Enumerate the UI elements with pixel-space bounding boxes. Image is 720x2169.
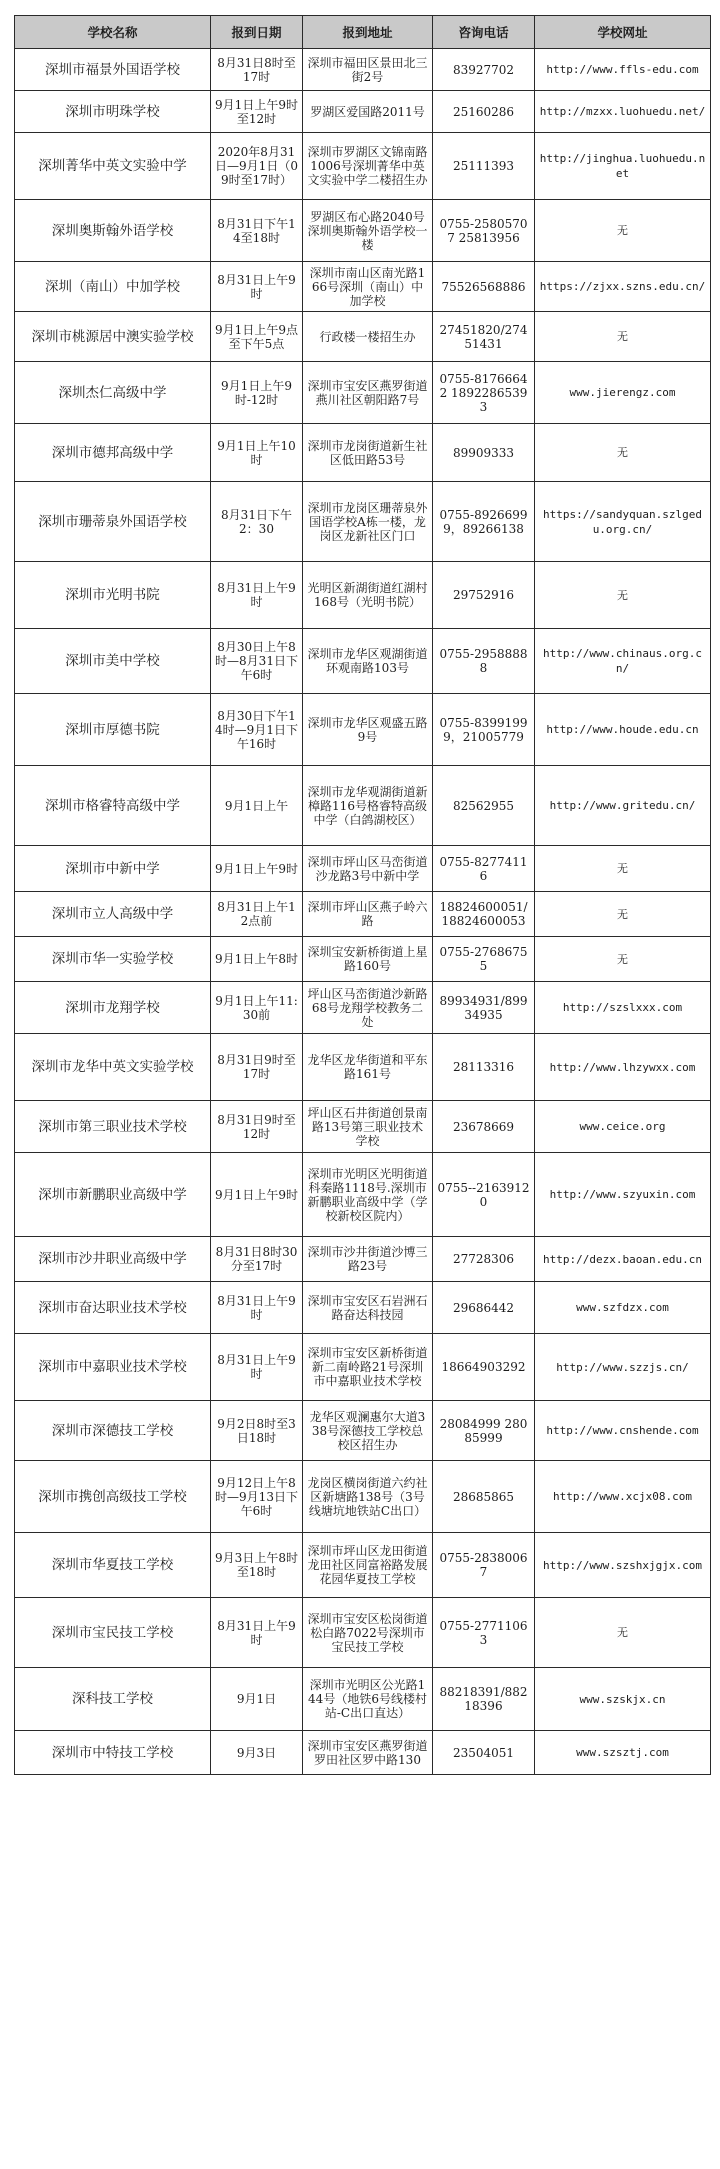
phone-cell: 27728306 — [433, 1237, 535, 1282]
report-date-cell: 9月3日上午8时至18时 — [211, 1533, 303, 1598]
report-date-cell: 8月30日上午8时—8月31日下午6时 — [211, 629, 303, 694]
school-name-cell: 深圳市明珠学校 — [15, 91, 211, 133]
website-cell: http://mzxx.luohuedu.net/ — [535, 91, 711, 133]
table-row — [15, 982, 711, 1034]
report-address-cell: 龙华区观澜惠尔大道338号深德技工学校总校区招生办 — [303, 1401, 433, 1461]
school-name-cell: 深圳市奋达职业技术学校 — [15, 1282, 211, 1334]
report-address-cell: 深圳宝安新桥街道上星路160号 — [303, 937, 433, 982]
school-name-cell: 深圳市深德技工学校 — [15, 1401, 211, 1461]
website-cell: https://zjxx.szns.edu.cn/ — [535, 262, 711, 312]
school-name-cell: 深圳市龙翔学校 — [15, 982, 211, 1034]
report-address-cell: 深圳市宝安区新桥街道新二南岭路21号深圳市中嘉职业技术学校 — [303, 1334, 433, 1401]
table-row — [15, 1282, 711, 1334]
report-date-cell: 8月31日8时至17时 — [211, 49, 303, 91]
report-date-cell: 8月31日上午9时 — [211, 562, 303, 629]
table-row — [15, 1668, 711, 1731]
table-row — [15, 91, 711, 133]
report-address-cell: 深圳市宝安区燕罗街道罗田社区罗中路130 — [303, 1731, 433, 1775]
report-date-cell: 9月1日上午8时 — [211, 937, 303, 982]
website-cell: http://szslxxx.com — [535, 982, 711, 1034]
report-date-cell: 9月1日上午9时-12时 — [211, 362, 303, 424]
table-row — [15, 424, 711, 482]
report-address-cell: 深圳市宝安区燕罗街道燕川社区朝阳路7号 — [303, 362, 433, 424]
school-name-cell: 深圳市中嘉职业技术学校 — [15, 1334, 211, 1401]
website-cell: http://www.cnshende.com — [535, 1401, 711, 1461]
table-row — [15, 1334, 711, 1401]
school-name-cell: 深圳市华夏技工学校 — [15, 1533, 211, 1598]
report-date-cell: 9月3日 — [211, 1731, 303, 1775]
website-cell: http://www.ffls-edu.com — [535, 49, 711, 91]
table-row — [15, 1731, 711, 1775]
header-report-date: 报到日期 — [211, 16, 303, 49]
table-row — [15, 846, 711, 892]
website-cell: http://jinghua.luohuedu.net — [535, 133, 711, 200]
report-address-cell: 深圳市光明区光明街道科秦路1118号.深圳市新鹏职业高级中学（学校新校区院内） — [303, 1153, 433, 1237]
phone-cell: 18824600051/18824600053 — [433, 892, 535, 937]
school-name-cell: 深圳市德邦高级中学 — [15, 424, 211, 482]
school-name-cell: 深圳杰仁高级中学 — [15, 362, 211, 424]
report-date-cell: 2020年8月31日—9月1日（09时至17时） — [211, 133, 303, 200]
header-report-address: 报到地址 — [303, 16, 433, 49]
website-cell: 无 — [535, 424, 711, 482]
phone-cell: 89934931/89934935 — [433, 982, 535, 1034]
phone-cell: 28084999 28085999 — [433, 1401, 535, 1461]
table-row — [15, 1598, 711, 1668]
report-date-cell: 8月31日上午9时 — [211, 1598, 303, 1668]
phone-cell: 18664903292 — [433, 1334, 535, 1401]
website-cell: 无 — [535, 937, 711, 982]
report-date-cell: 8月30日下午14时—9月1日下午16时 — [211, 694, 303, 766]
table-row — [15, 133, 711, 200]
phone-cell: 89909333 — [433, 424, 535, 482]
report-date-cell: 8月31日下午2：30 — [211, 482, 303, 562]
website-cell: www.jierengz.com — [535, 362, 711, 424]
header-phone: 咨询电话 — [433, 16, 535, 49]
website-cell: https://sandyquan.szlgedu.org.cn/ — [535, 482, 711, 562]
table-row — [15, 694, 711, 766]
report-date-cell: 9月1日上午9时 — [211, 846, 303, 892]
phone-cell: 29686442 — [433, 1282, 535, 1334]
website-cell: http://dezx.baoan.edu.cn — [535, 1237, 711, 1282]
report-address-cell: 深圳市坪山区马峦街道沙龙路3号中新中学 — [303, 846, 433, 892]
table-header-row — [15, 16, 711, 49]
website-cell: 无 — [535, 846, 711, 892]
report-address-cell: 深圳市南山区南光路166号深圳（南山）中加学校 — [303, 262, 433, 312]
report-address-cell: 深圳市坪山区燕子岭六路 — [303, 892, 433, 937]
school-name-cell: 深科技工学校 — [15, 1668, 211, 1731]
table-row — [15, 937, 711, 982]
table-row — [15, 362, 711, 424]
website-cell: www.ceice.org — [535, 1101, 711, 1153]
phone-cell: 0755-25805707 25813956 — [433, 200, 535, 262]
phone-cell: 0755--21639120 — [433, 1153, 535, 1237]
report-address-cell: 坪山区石井街道创景南路13号第三职业技术学校 — [303, 1101, 433, 1153]
school-name-cell: 深圳市中特技工学校 — [15, 1731, 211, 1775]
report-date-cell: 9月1日 — [211, 1668, 303, 1731]
table-row — [15, 1237, 711, 1282]
website-cell: 无 — [535, 1598, 711, 1668]
table-row — [15, 1401, 711, 1461]
header-website: 学校网址 — [535, 16, 711, 49]
report-date-cell: 9月2日8时至3日18时 — [211, 1401, 303, 1461]
website-cell: http://www.szzjs.cn/ — [535, 1334, 711, 1401]
report-address-cell: 深圳市龙岗区珊蒂泉外国语学校A栋一楼，龙岗区龙新社区门口 — [303, 482, 433, 562]
phone-cell: 0755-81766642 18922865393 — [433, 362, 535, 424]
report-address-cell: 深圳市宝安区松岗街道松白路7022号深圳市宝民技工学校 — [303, 1598, 433, 1668]
report-date-cell: 9月12日上午8时—9月13日下午6时 — [211, 1461, 303, 1533]
website-cell: www.szsztj.com — [535, 1731, 711, 1775]
table-row — [15, 1101, 711, 1153]
website-cell: www.szskjx.cn — [535, 1668, 711, 1731]
table-row — [15, 1153, 711, 1237]
school-name-cell: 深圳市第三职业技术学校 — [15, 1101, 211, 1153]
report-address-cell: 坪山区马峦街道沙新路68号龙翔学校教务二处 — [303, 982, 433, 1034]
website-cell: http://www.lhzywxx.com — [535, 1034, 711, 1101]
report-address-cell: 深圳市龙岗街道新生社区低田路53号 — [303, 424, 433, 482]
report-address-cell: 深圳市龙华区观盛五路9号 — [303, 694, 433, 766]
school-name-cell: 深圳市珊蒂泉外国语学校 — [15, 482, 211, 562]
table-row — [15, 892, 711, 937]
report-address-cell: 深圳市福田区景田北三街2号 — [303, 49, 433, 91]
report-date-cell: 8月31日8时30分至17时 — [211, 1237, 303, 1282]
phone-cell: 29752916 — [433, 562, 535, 629]
report-address-cell: 深圳市光明区公光路144号（地铁6号线楼村站-C出口直达） — [303, 1668, 433, 1731]
report-address-cell: 罗湖区爱国路2011号 — [303, 91, 433, 133]
phone-cell: 0755-27711063 — [433, 1598, 535, 1668]
school-name-cell: 深圳市携创高级技工学校 — [15, 1461, 211, 1533]
school-name-cell: 深圳菁华中英文实验中学 — [15, 133, 211, 200]
phone-cell: 27451820/27451431 — [433, 312, 535, 362]
report-date-cell: 8月31日上午9时 — [211, 262, 303, 312]
report-address-cell: 行政楼一楼招生办 — [303, 312, 433, 362]
school-name-cell: 深圳（南山）中加学校 — [15, 262, 211, 312]
table-row — [15, 766, 711, 846]
school-name-cell: 深圳市福景外国语学校 — [15, 49, 211, 91]
school-name-cell: 深圳市中新中学 — [15, 846, 211, 892]
website-cell: 无 — [535, 200, 711, 262]
report-address-cell: 深圳市龙华区观湖街道环观南路103号 — [303, 629, 433, 694]
website-cell: http://www.szyuxin.com — [535, 1153, 711, 1237]
phone-cell: 28685865 — [433, 1461, 535, 1533]
phone-cell: 0755-28380067 — [433, 1533, 535, 1598]
phone-cell: 82562955 — [433, 766, 535, 846]
table-row — [15, 49, 711, 91]
table-row — [15, 1533, 711, 1598]
school-name-cell: 深圳市格睿特高级中学 — [15, 766, 211, 846]
report-date-cell: 8月31日下午14至18时 — [211, 200, 303, 262]
phone-cell: 0755-83991999，21005779 — [433, 694, 535, 766]
school-name-cell: 深圳市新鹏职业高级中学 — [15, 1153, 211, 1237]
phone-cell: 25111393 — [433, 133, 535, 200]
report-date-cell: 8月31日上午12点前 — [211, 892, 303, 937]
report-address-cell: 龙岗区横岗街道六约社区新塘路138号（3号线塘坑地铁站C出口） — [303, 1461, 433, 1533]
table-row — [15, 562, 711, 629]
school-name-cell: 深圳市沙井职业高级中学 — [15, 1237, 211, 1282]
website-cell: http://www.szshxjgjx.com — [535, 1533, 711, 1598]
table-row — [15, 629, 711, 694]
phone-cell: 0755-89266999，89266138 — [433, 482, 535, 562]
report-date-cell: 8月31日9时至12时 — [211, 1101, 303, 1153]
phone-cell: 0755-29588888 — [433, 629, 535, 694]
table-row — [15, 200, 711, 262]
website-cell: http://www.xcjx08.com — [535, 1461, 711, 1533]
website-cell: http://www.chinaus.org.cn/ — [535, 629, 711, 694]
phone-cell: 75526568886 — [433, 262, 535, 312]
header-school-name: 学校名称 — [15, 16, 211, 49]
website-cell: www.szfdzx.com — [535, 1282, 711, 1334]
report-address-cell: 罗湖区布心路2040号深圳奥斯翰外语学校一楼 — [303, 200, 433, 262]
school-name-cell: 深圳市立人高级中学 — [15, 892, 211, 937]
report-date-cell: 9月1日上午11:30前 — [211, 982, 303, 1034]
report-address-cell: 光明区新湖街道红湖村168号（光明书院） — [303, 562, 433, 629]
report-date-cell: 9月1日上午9点至下午5点 — [211, 312, 303, 362]
school-name-cell: 深圳市美中学校 — [15, 629, 211, 694]
report-address-cell: 深圳市沙井街道沙博三路23号 — [303, 1237, 433, 1282]
website-cell: 无 — [535, 892, 711, 937]
report-address-cell: 龙华区龙华街道和平东路161号 — [303, 1034, 433, 1101]
table-row — [15, 1034, 711, 1101]
phone-cell: 0755-27686755 — [433, 937, 535, 982]
phone-cell: 83927702 — [433, 49, 535, 91]
table-row — [15, 482, 711, 562]
phone-cell: 28113316 — [433, 1034, 535, 1101]
report-date-cell: 9月1日上午9时 — [211, 1153, 303, 1237]
report-date-cell: 8月31日上午9时 — [211, 1282, 303, 1334]
school-name-cell: 深圳市宝民技工学校 — [15, 1598, 211, 1668]
school-name-cell: 深圳市光明书院 — [15, 562, 211, 629]
school-name-cell: 深圳市华一实验学校 — [15, 937, 211, 982]
phone-cell: 88218391/88218396 — [433, 1668, 535, 1731]
report-address-cell: 深圳市罗湖区文锦南路1006号深圳菁华中英文实验中学二楼招生办 — [303, 133, 433, 200]
report-address-cell: 深圳市坪山区龙田街道龙田社区同富裕路发展花园华夏技工学校 — [303, 1533, 433, 1598]
website-cell: http://www.gritedu.cn/ — [535, 766, 711, 846]
school-enrollment-table — [14, 15, 711, 1775]
report-date-cell: 9月1日上午10时 — [211, 424, 303, 482]
report-date-cell: 8月31日9时至17时 — [211, 1034, 303, 1101]
website-cell: 无 — [535, 562, 711, 629]
school-name-cell: 深圳市桃源居中澳实验学校 — [15, 312, 211, 362]
phone-cell: 25160286 — [433, 91, 535, 133]
table-row — [15, 1461, 711, 1533]
phone-cell: 23504051 — [433, 1731, 535, 1775]
table-row — [15, 312, 711, 362]
report-date-cell: 8月31日上午9时 — [211, 1334, 303, 1401]
school-name-cell: 深圳市龙华中英文实验学校 — [15, 1034, 211, 1101]
phone-cell: 23678669 — [433, 1101, 535, 1153]
phone-cell: 0755-82774116 — [433, 846, 535, 892]
school-name-cell: 深圳奥斯翰外语学校 — [15, 200, 211, 262]
report-date-cell: 9月1日上午9时至12时 — [211, 91, 303, 133]
report-address-cell: 深圳市宝安区石岩洲石路奋达科技园 — [303, 1282, 433, 1334]
school-name-cell: 深圳市厚德书院 — [15, 694, 211, 766]
table-row — [15, 262, 711, 312]
website-cell: http://www.houde.edu.cn — [535, 694, 711, 766]
website-cell: 无 — [535, 312, 711, 362]
report-address-cell: 深圳市龙华观湖街道新樟路116号格睿特高级中学（白鸽湖校区） — [303, 766, 433, 846]
report-date-cell: 9月1日上午 — [211, 766, 303, 846]
